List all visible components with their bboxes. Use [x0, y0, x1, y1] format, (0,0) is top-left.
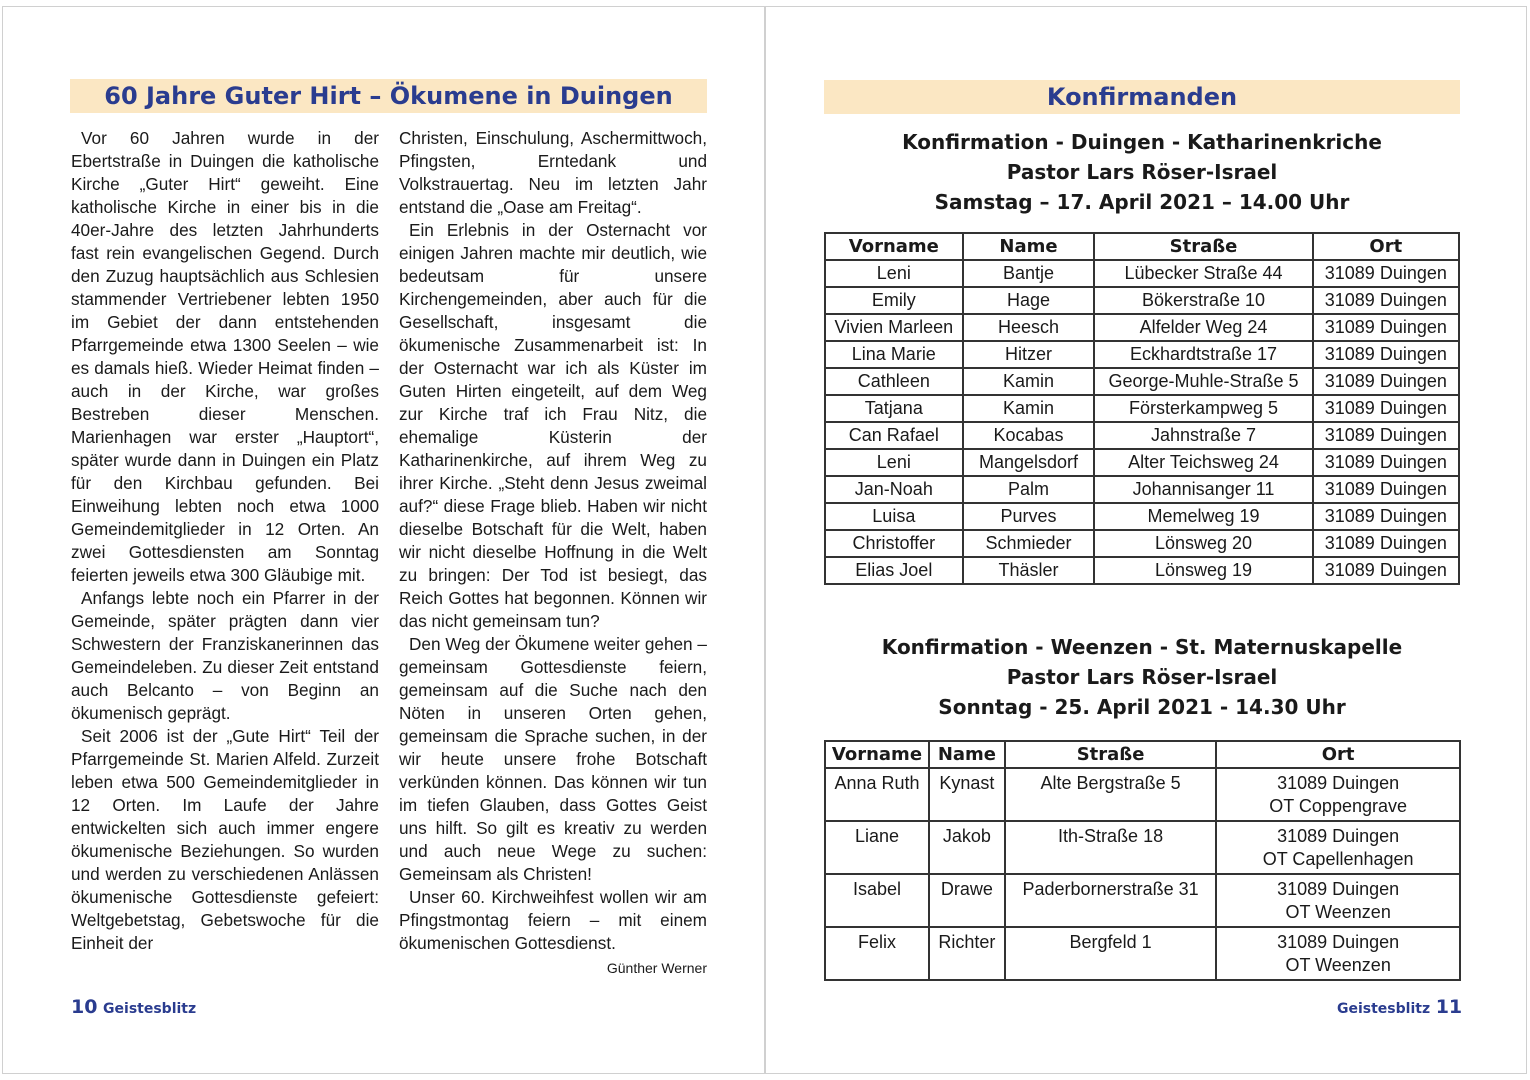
cell-vorname: Lina Marie — [825, 341, 963, 368]
section-title: Konfirmanden — [1046, 83, 1238, 111]
cell-name: Drawe — [929, 874, 1005, 927]
table-row — [825, 449, 1459, 476]
magazine-name: Geistesblitz — [1337, 1001, 1431, 1017]
header-name: Name — [929, 741, 1005, 768]
table-row — [825, 557, 1459, 584]
confirmation-1-date: Samstag – 17. April 2021 – 14.00 Uhr — [934, 190, 1350, 214]
cell-vorname: Elias Joel — [825, 557, 963, 584]
cell-ort: 31089 Duingen — [1313, 530, 1459, 557]
table-row — [825, 768, 1460, 821]
table-row — [825, 422, 1459, 449]
cell-name: Heesch — [963, 314, 1095, 341]
cell-vorname: Can Rafael — [825, 422, 963, 449]
cell-strasse: Lönsweg 20 — [1094, 530, 1312, 557]
table-row — [825, 821, 1460, 874]
cell-ort — [1216, 927, 1460, 980]
table-row — [825, 503, 1459, 530]
paragraph: Seit 2006 ist der „Gute Hirt“ Teil der Pfarrgemeinde St. Marien Alfeld. Zurzeit leben etwa 500 Gemeindemitglieder in 12 Orten. Im Laufe der Jahre entwickelten sich auch immer engere ökumenische Beziehungen. So wurden und werden zu verschiedenen Anlässen ökumenische Gottesdienste gefeiert: Weltgebetstag, Gebetswoche für die Einheit der — [71, 726, 379, 953]
cell-ort: 31089 Duingen — [1313, 341, 1459, 368]
cell-strasse: Lübecker Straße 44 — [1094, 260, 1312, 287]
confirmands-table-weenzen — [824, 740, 1461, 981]
confirmands-table-duingen — [824, 232, 1460, 585]
article-column-1 — [71, 127, 379, 955]
article-author: Günther Werner — [606, 960, 707, 976]
cell-name: Hitzer — [963, 341, 1095, 368]
cell-vorname: Leni — [825, 260, 963, 287]
header-strasse: Straße — [1094, 233, 1312, 260]
table-row — [825, 395, 1459, 422]
cell-strasse: Ith-Straße 18 — [1005, 821, 1216, 874]
cell-name: Richter — [929, 927, 1005, 980]
table-row — [825, 530, 1459, 557]
confirmation-2-place: Konfirmation - Weenzen - St. Maternuskapelle — [881, 635, 1403, 659]
cell-ort-district: OT Coppengrave — [1269, 796, 1408, 816]
cell-vorname: Tatjana — [825, 395, 963, 422]
cell-vorname: Leni — [825, 449, 963, 476]
section-title-banner — [824, 80, 1460, 114]
cell-strasse: Bergfeld 1 — [1005, 927, 1216, 980]
cell-name: Palm — [963, 476, 1095, 503]
paragraph: Christen, Einschulung, Aschermittwoch, Pfingsten, Erntedank und Volkstrauertag. Neu im letzten Jahr entstand die „Oase am Freitag“. — [399, 128, 707, 217]
header-strasse: Straße — [1005, 741, 1216, 768]
left-footer — [71, 996, 196, 1018]
cell-strasse: Bökerstraße 10 — [1094, 287, 1312, 314]
table-row — [825, 314, 1459, 341]
cell-ort-town: 31089 Duingen — [1277, 879, 1400, 899]
cell-name: Kocabas — [963, 422, 1095, 449]
cell-strasse: Alter Teichsweg 24 — [1094, 449, 1312, 476]
cell-ort — [1216, 821, 1460, 874]
cell-vorname: Luisa — [825, 503, 963, 530]
paragraph: Ein Erlebnis in der Osternacht vor einigen Jahren machte mir deutlich, wie bedeutsam für unsere Kirchengemeinden, aber auch für die Gesellschaft, insgesamt die ökumenische Zusammenarbeit ist: In der Osternacht war ich als Küster im Guten Hirten eingeteilt, auf dem Weg zur Kirche traf ich Frau Nitz, die ehemalige Küsterin der Katharinenkirche, auf ihrem Weg zu ihrer Kirche. „Steht denn Jesus zweimal auf?“ diese Frage blieb. Haben wir nicht dieselbe Botschaft für die Welt, haben wir nicht dieselbe Hoffnung in die Welt zu bringen: Der Tod ist besiegt, das Reich Gottes hat begonnen. Können wir das nicht gemeinsam tun? — [399, 220, 707, 631]
cell-vorname: Cathleen — [825, 368, 963, 395]
cell-ort: 31089 Duingen — [1313, 314, 1459, 341]
cell-ort-district: OT Weenzen — [1285, 955, 1391, 975]
confirmation-1-pastor: Pastor Lars Röser-Israel — [1006, 160, 1278, 184]
cell-strasse: Alfelder Weg 24 — [1094, 314, 1312, 341]
cell-ort — [1216, 768, 1460, 821]
paragraph: Vor 60 Jahren wurde in der Ebertstraße in Duingen die katholische Kirche „Guter Hirt“ geweiht. Eine katholische Kirche in einer bis in die 40er-Jahre des letzten Jahrhunderts fast rein evangelischen Gegend. Durch den Zuzug hauptsächlich aus Schlesien stammender Vertriebener lebten 1950 im Gebiet der dann entstehenden Pfarrgemeinde etwa 1300 Seelen – wie es damals hieß. Wieder Heimat finden – auch in der Kirche, war großes Bestreben dieser Menschen. Marienhagen war erster „Hauptort“, später wurde dann in Duingen ein Platz für den Kirchbau gefunden. Bei Einweihung lebten noch etwa 1000 Gemeindemitglieder in 12 Orten. An zwei Gottesdiensten am Sonntag feierten jeweils etwa 300 Gläubige mit. — [71, 128, 379, 585]
cell-strasse: Försterkampweg 5 — [1094, 395, 1312, 422]
cell-ort-district: OT Weenzen — [1285, 902, 1391, 922]
cell-vorname: Isabel — [825, 874, 929, 927]
cell-ort: 31089 Duingen — [1313, 395, 1459, 422]
table-header-row — [825, 233, 1459, 260]
cell-strasse: Memelweg 19 — [1094, 503, 1312, 530]
cell-strasse: Jahnstraße 7 — [1094, 422, 1312, 449]
cell-vorname: Anna Ruth — [825, 768, 929, 821]
header-vorname: Vorname — [825, 233, 963, 260]
article-column-2 — [399, 127, 707, 980]
paragraph: Anfangs lebte noch ein Pfarrer in der Gemeinde, später prägten dann vier Schwestern der Franziskanerinnen das Gemeindeleben. Zu dieser Zeit entstand auch Belcanto – von Beginn an ökumenisch geprägt. — [71, 588, 379, 723]
header-name: Name — [963, 233, 1095, 260]
page-number: 11 — [1435, 996, 1463, 1018]
cell-ort-district: OT Capellenhagen — [1262, 849, 1414, 869]
cell-strasse: Lönsweg 19 — [1094, 557, 1312, 584]
cell-strasse: Alte Bergstraße 5 — [1005, 768, 1216, 821]
table-row — [825, 260, 1459, 287]
cell-vorname: Jan-Noah — [825, 476, 963, 503]
header-ort: Ort — [1216, 741, 1460, 768]
cell-ort-town: 31089 Duingen — [1277, 773, 1400, 793]
confirmation-2-pastor: Pastor Lars Röser-Israel — [1006, 665, 1278, 689]
article-title-banner — [70, 79, 707, 113]
cell-vorname: Emily — [825, 287, 963, 314]
cell-name: Kamin — [963, 395, 1095, 422]
confirmation-1-place: Konfirmation - Duingen - Katharinenkriche — [902, 130, 1382, 154]
cell-ort: 31089 Duingen — [1313, 368, 1459, 395]
cell-strasse: Johannisanger 11 — [1094, 476, 1312, 503]
table-row — [825, 368, 1459, 395]
cell-strasse: Paderbornerstraße 31 — [1005, 874, 1216, 927]
table-row — [825, 287, 1459, 314]
confirmation-2-date: Sonntag - 25. April 2021 - 14.30 Uhr — [938, 695, 1346, 719]
cell-ort: 31089 Duingen — [1313, 476, 1459, 503]
cell-vorname: Liane — [825, 821, 929, 874]
table-row — [825, 874, 1460, 927]
table-row — [825, 927, 1460, 980]
cell-name: Kamin — [963, 368, 1095, 395]
confirmation-2-heading — [820, 632, 1464, 722]
cell-ort: 31089 Duingen — [1313, 287, 1459, 314]
table-row — [825, 341, 1459, 368]
paragraph: Unser 60. Kirchweihfest wollen wir am Pfingstmontag feiern – mit einem ökumenischen Gottesdienst. — [399, 887, 707, 953]
cell-ort: 31089 Duingen — [1313, 557, 1459, 584]
cell-ort: 31089 Duingen — [1313, 503, 1459, 530]
cell-name: Purves — [963, 503, 1095, 530]
cell-ort-town: 31089 Duingen — [1277, 932, 1400, 952]
cell-name: Kynast — [929, 768, 1005, 821]
cell-ort-town: 31089 Duingen — [1277, 826, 1400, 846]
cell-ort: 31089 Duingen — [1313, 422, 1459, 449]
cell-vorname: Vivien Marleen — [825, 314, 963, 341]
cell-name: Bantje — [963, 260, 1095, 287]
cell-name: Jakob — [929, 821, 1005, 874]
table-row — [825, 476, 1459, 503]
confirmation-1-heading — [820, 127, 1464, 217]
header-vorname: Vorname — [825, 741, 929, 768]
article-title: 60 Jahre Guter Hirt – Ökumene in Duingen — [104, 82, 673, 110]
table-header-row — [825, 741, 1460, 768]
cell-ort: 31089 Duingen — [1313, 260, 1459, 287]
magazine-name: Geistesblitz — [103, 1001, 197, 1017]
header-ort: Ort — [1313, 233, 1459, 260]
cell-name: Mangelsdorf — [963, 449, 1095, 476]
cell-name: Thäsler — [963, 557, 1095, 584]
cell-vorname: Christoffer — [825, 530, 963, 557]
page-number: 10 — [71, 996, 98, 1018]
cell-name: Schmieder — [963, 530, 1095, 557]
cell-vorname: Felix — [825, 927, 929, 980]
right-footer — [1337, 996, 1462, 1018]
cell-strasse: Eckhardtstraße 17 — [1094, 341, 1312, 368]
cell-strasse: George-Muhle-Straße 5 — [1094, 368, 1312, 395]
cell-ort — [1216, 874, 1460, 927]
cell-ort: 31089 Duingen — [1313, 449, 1459, 476]
paragraph: Den Weg der Ökumene weiter gehen – gemeinsam Gottesdienste feiern, gemeinsam auf die Suche nach den Nöten in unseren Orten gehen, gemeinsam die Sprache suchen, in der wir heute unsere frohe Botschaft verkünden können. Das können wir tun im tiefen Glauben, dass Gottes Geist uns hilft. So gilt es kreativ zu werden und auch neue Wege zu suchen: Gemeinsam als Christen! — [399, 634, 707, 884]
cell-name: Hage — [963, 287, 1095, 314]
